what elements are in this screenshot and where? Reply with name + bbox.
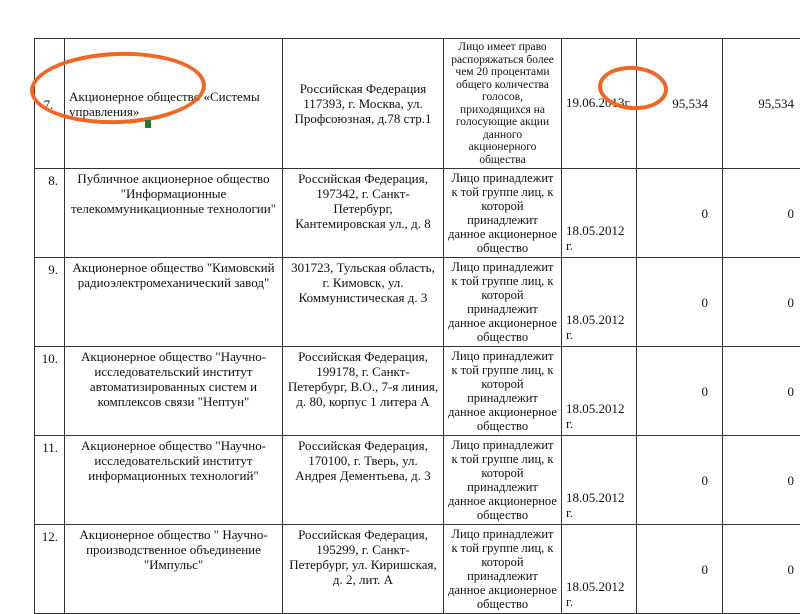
table-row <box>35 258 800 347</box>
company-name: Акционерное общество "Научно-исследовательский институт автоматизированных систем и комплексов связи "Нептун" <box>65 347 283 436</box>
share-voting: 0 <box>723 258 800 347</box>
company-name: Акционерное общество " Научно-производственное объединение "Импульс" <box>65 525 283 614</box>
affiliation-date: 18.05.2012 г. <box>562 347 637 436</box>
share-capital: 95,534 <box>637 39 723 169</box>
table-row <box>35 39 800 169</box>
affiliation-date: 18.05.2012 г. <box>562 436 637 525</box>
row-number: 12. <box>35 525 65 614</box>
row-number: 9. <box>35 258 65 347</box>
share-voting: 0 <box>723 169 800 258</box>
row-number: 11. <box>35 436 65 525</box>
company-address: Российская Федерация, 195299, г. Санкт-Петербург, ул. Киришская, д. 2, лит. А <box>283 525 444 614</box>
share-voting: 0 <box>723 525 800 614</box>
affiliation-date: 18.05.2012 г. <box>562 525 637 614</box>
company-name: Акционерное общество "Научно-исследовательский институт информационных технологий" <box>65 436 283 525</box>
row-number: 8. <box>35 169 65 258</box>
affiliation-basis: Лицо принадлежит к той группе лиц, к которой принадлежит данное акционерное общество <box>444 436 562 525</box>
share-capital: 0 <box>637 525 723 614</box>
table-row <box>35 169 800 258</box>
company-address: Российская Федерация, 197342, г. Санкт-Петербург, Кантемировская ул., д. 8 <box>283 169 444 258</box>
table-row <box>35 525 800 614</box>
share-capital: 0 <box>637 169 723 258</box>
share-capital: 0 <box>637 347 723 436</box>
company-address: 301723, Тульская область, г. Кимовск, ул. Коммунистическая д. 3 <box>283 258 444 347</box>
affiliation-basis: Лицо принадлежит к той группе лиц, к которой принадлежит данное акционерное общество <box>444 169 562 258</box>
row-number: 10. <box>35 347 65 436</box>
share-voting: 95,534 <box>723 39 800 169</box>
table-row <box>35 436 800 525</box>
affiliation-basis: Лицо имеет право распоряжаться более чем 20 процентами общего количества голосов, приходящихся на голосующие акции данного акционерного общества <box>444 39 562 169</box>
affiliation-date: 19.06.2013г. <box>562 39 637 169</box>
affiliation-basis: Лицо принадлежит к той группе лиц, к которой принадлежит данное акционерное общество <box>444 525 562 614</box>
affiliation-date: 18.05.2012 г. <box>562 258 637 347</box>
company-address: Российская Федерация, 170100, г. Тверь, ул. Андрея Дементьева, д. 3 <box>283 436 444 525</box>
company-address: Российская Федерация, 199178, г. Санкт-Петербург, В.О., 7-я линия, д. 80, корпус 1 литера А <box>283 347 444 436</box>
marker-dot <box>145 120 151 128</box>
row-number: 7. <box>35 39 65 169</box>
company-address: Российская Федерация 117393, г. Москва, ул. Профсоюзная, д.78 стр.1 <box>283 39 444 169</box>
company-name: Акционерное общество «Системы управления» <box>65 39 283 169</box>
affiliation-date: 18.05.2012 г. <box>562 169 637 258</box>
company-name: Публичное акционерное общество "Информационные телекоммуникационные технологии" <box>65 169 283 258</box>
share-capital: 0 <box>637 436 723 525</box>
affiliation-basis: Лицо принадлежит к той группе лиц, к которой принадлежит данное акционерное общество <box>444 258 562 347</box>
share-voting: 0 <box>723 347 800 436</box>
share-capital: 0 <box>637 258 723 347</box>
table-row <box>35 347 800 436</box>
affiliation-basis: Лицо принадлежит к той группе лиц, к которой принадлежит данное акционерное общество <box>444 347 562 436</box>
share-voting: 0 <box>723 436 800 525</box>
company-name: Акционерное общество "Кимовский радиоэлектромеханический завод" <box>65 258 283 347</box>
